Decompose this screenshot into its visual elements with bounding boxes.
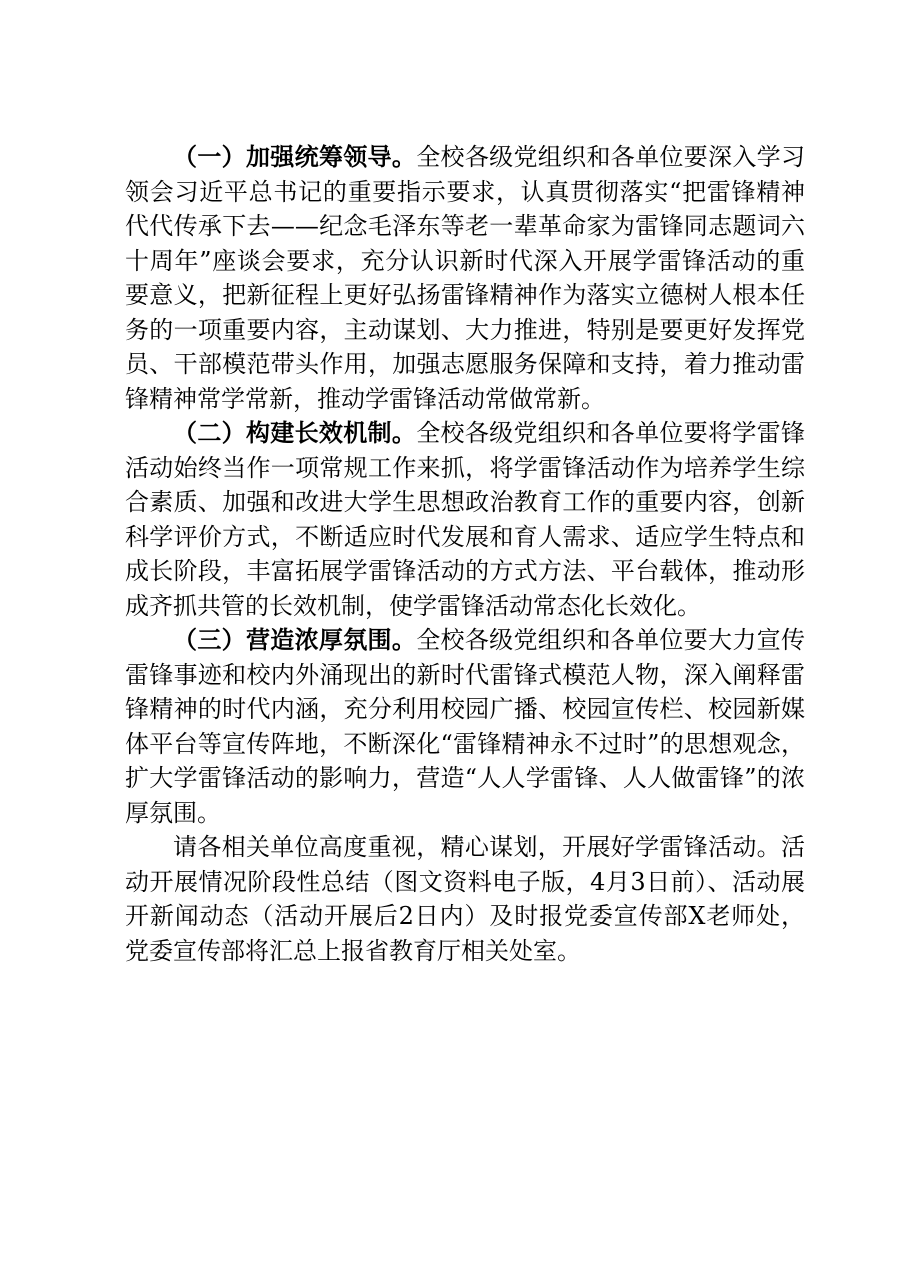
paragraph-atmosphere <box>125 623 805 830</box>
paragraph-text: 全校各级党组织和各单位要将学雷锋活动始终当作一项常规工作来抓，将学雷锋活动作为培养学生综合素质、加强和改进大学生思想政治教育工作的重要内容，创新科学评价方式，不断适应时代发展和育人需求、适应学生特点和成长阶段，丰富拓展学雷锋活动的方式方法、平台载体，推动形成齐抓共管的长效机制，使学雷锋活动常态化长效化。 <box>125 419 806 620</box>
document-body <box>125 140 805 968</box>
paragraph-heading: （三）营造浓厚氛围。 <box>173 626 417 654</box>
paragraph-heading: （一）加强统筹领导。 <box>173 143 417 171</box>
paragraph-long-term-mechanism <box>125 416 805 623</box>
paragraph-text: 全校各级党组织和各单位要深入学习领会习近平总书记的重要指示要求，认真贯彻落实“把雷锋精神代代传承下去——纪念毛泽东等老一辈革命家为雷锋同志题词六十周年”座谈会要求，充分认识新时代深入开展学雷锋活动的重要意义，把新征程上更好弘扬雷锋精神作为落实立德树人根本任务的一项重要内容，主动谋划、大力推进，特别是要更好发挥党员、干部模范带头作用，加强志愿服务保障和支持，着力推动雷锋精神常学常新，推动学雷锋活动常做常新。 <box>125 143 806 413</box>
paragraph-heading: （二）构建长效机制。 <box>173 419 417 447</box>
paragraph-closing-request <box>125 830 805 968</box>
paragraph-strengthen-coordination <box>125 140 805 416</box>
paragraph-text: 请各相关单位高度重视，精心谋划，开展好学雷锋活动。活动开展情况阶段性总结（图文资料电子版，4月3日前）、活动展开新闻动态（活动开展后2日内）及时报党委宣传部X老师处，党委宣传部将汇总上报省教育厅相关处室。 <box>125 833 805 965</box>
paragraph-text: 全校各级党组织和各单位要大力宣传雷锋事迹和校内外涌现出的新时代雷锋式模范人物，深入阐释雷锋精神的时代内涵，充分利用校园广播、校园宣传栏、校园新媒体平台等宣传阵地，不断深化“雷锋精神永不过时”的思想观念，扩大学雷锋活动的影响力，营造“人人学雷锋、人人做雷锋”的浓厚氛围。 <box>125 626 806 827</box>
